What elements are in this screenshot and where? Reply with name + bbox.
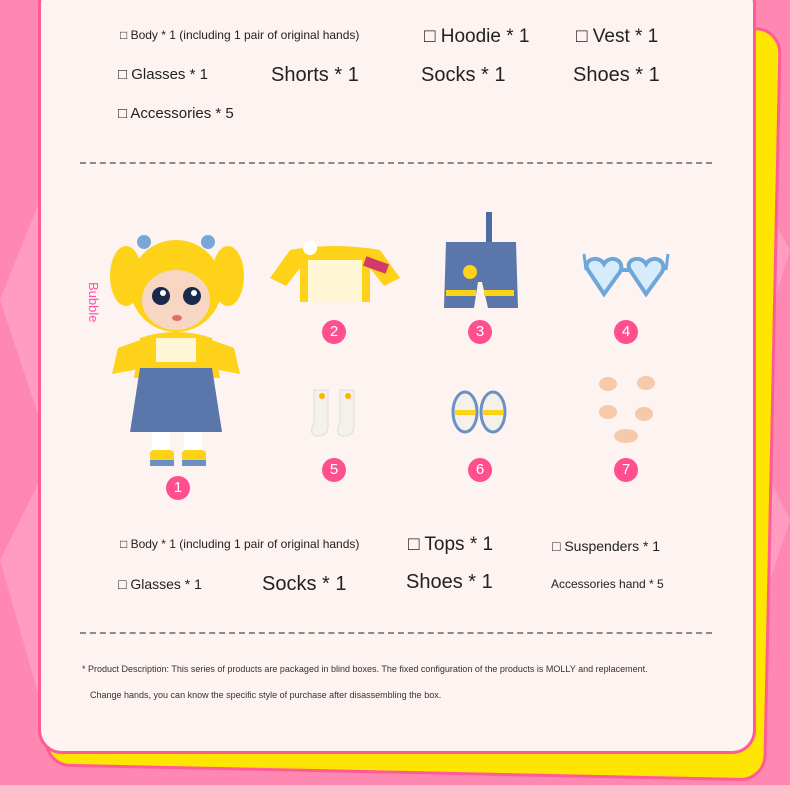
tops-illustration bbox=[268, 240, 402, 308]
set1-accessories-item: □ Accessories * 5 bbox=[118, 105, 234, 122]
doll-figure-illustration bbox=[104, 228, 252, 470]
divider-top bbox=[80, 162, 712, 164]
set1-socks-item: Socks * 1 bbox=[421, 64, 506, 86]
set2-glasses-item: □ Glasses * 1 bbox=[118, 576, 202, 592]
set1-body-item: □ Body * 1 (including 1 pair of original hands) bbox=[120, 28, 360, 42]
item-number-badge: 2 bbox=[322, 320, 346, 344]
divider-bottom bbox=[80, 632, 712, 634]
item-number-badge: 3 bbox=[468, 320, 492, 344]
item-number-badge: 6 bbox=[468, 458, 492, 482]
product-description-note-line2: Change hands, you can know the specific style of purchase after disassembling the box. bbox=[90, 690, 442, 700]
set1-shorts-item: Shorts * 1 bbox=[271, 64, 359, 86]
set2-socks-item: Socks * 1 bbox=[262, 573, 347, 595]
suspenders-illustration bbox=[440, 212, 522, 316]
item-number-badge: 1 bbox=[166, 476, 190, 500]
set1-hoodie-item: □ Hoodie * 1 bbox=[424, 26, 530, 47]
shoes-illustration bbox=[450, 390, 508, 436]
set1-shoes-item: Shoes * 1 bbox=[573, 64, 660, 86]
set1-vest-item: □ Vest * 1 bbox=[576, 26, 659, 47]
set2-body-item: □ Body * 1 (including 1 pair of original hands) bbox=[120, 537, 360, 551]
item-number-badge: 7 bbox=[614, 458, 638, 482]
product-description-note: * Product Description: This series of products are packaged in blind boxes. The fixed configuration of the products is MOLLY and replacement. bbox=[82, 664, 648, 674]
glasses-illustration bbox=[580, 250, 672, 302]
item-number-badge: 4 bbox=[614, 320, 638, 344]
socks-illustration bbox=[308, 386, 362, 440]
series-side-label: Bubble bbox=[86, 282, 101, 323]
set2-suspenders-item: □ Suspenders * 1 bbox=[552, 538, 661, 554]
item-number-badge: 5 bbox=[322, 458, 346, 482]
set2-tops-item: □ Tops * 1 bbox=[408, 534, 494, 555]
set1-glasses-item: □ Glasses * 1 bbox=[118, 66, 208, 83]
set2-shoes-item: Shoes * 1 bbox=[406, 571, 493, 593]
set2-accessories-hand-item: Accessories hand * 5 bbox=[551, 577, 664, 591]
accessory-hands-illustration bbox=[596, 374, 660, 448]
